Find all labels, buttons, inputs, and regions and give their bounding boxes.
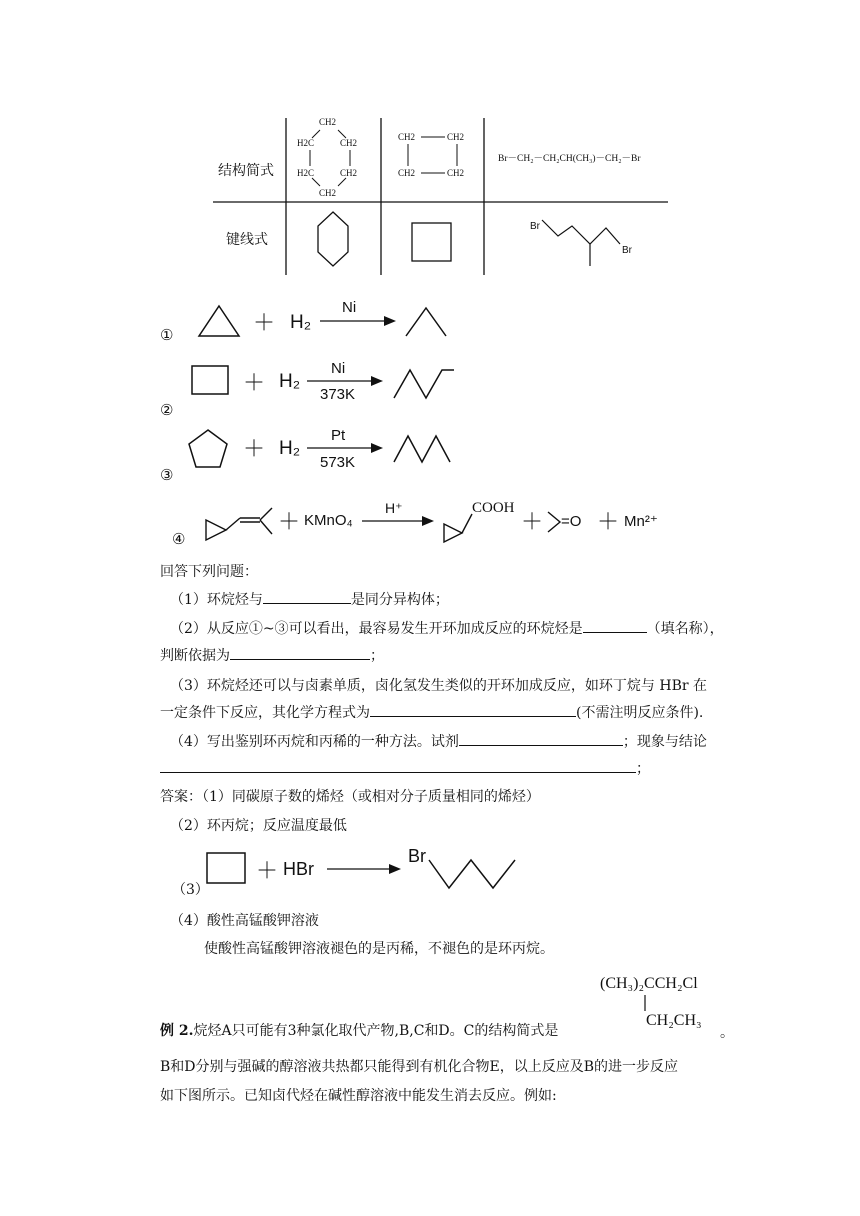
q1-text-b: 是同分异构体； xyxy=(350,592,449,608)
reaction-arrow xyxy=(325,862,405,876)
example-text xyxy=(160,1020,558,1040)
example-paragraph-3: 如下图所示。已知卤代烃在碱性醇溶液中能发生消去反应。例如: xyxy=(160,1088,557,1104)
formula-top: (CH₃)₂CCH₂Cl xyxy=(600,975,698,992)
reaction-arrow xyxy=(305,441,385,455)
cb-ch2-bl: CH2 xyxy=(398,168,416,178)
ch2-top: CH2 xyxy=(319,117,337,127)
q3-text-c: (不需注明反应条件). xyxy=(576,705,704,721)
reaction-number: ① xyxy=(160,326,174,344)
questions-intro: 回答下列问题： xyxy=(160,564,258,580)
bromobutane-skeletal xyxy=(425,854,521,894)
example-prefix: 例 2. xyxy=(160,1023,194,1039)
q4-text-c: ； xyxy=(636,761,650,777)
answer-blank[interactable] xyxy=(370,702,576,717)
ch2-bottom: CH2 xyxy=(319,188,337,198)
plus-sign: ＋ xyxy=(278,510,301,535)
question-1 xyxy=(170,589,449,609)
formula-bond xyxy=(640,993,650,1013)
cyclobutane-skeletal xyxy=(384,204,482,276)
example-end: 。 xyxy=(720,1025,734,1041)
catalyst-label: Ni xyxy=(342,299,357,316)
example-paragraph-2: B和D分别与强碱的醇溶液共热都只能得到有机化合物E，以上反应及B的进一步反应 xyxy=(160,1059,679,1075)
answer-3-number: （3） xyxy=(172,882,209,898)
cb-ch2-tl: CH2 xyxy=(398,132,416,142)
plus-sign: ＋ xyxy=(243,437,266,462)
ch2-lower-right: CH2 xyxy=(340,168,358,178)
reaction-number: ④ xyxy=(172,530,186,548)
cb-ch2-tr: CH2 xyxy=(447,132,465,142)
answer-blank[interactable] xyxy=(459,731,623,746)
q1-text-a: （1）环烷烃与 xyxy=(170,592,263,608)
br-label-1: Br xyxy=(530,221,540,232)
answer-2: （2）环丙烷；反应温度最低 xyxy=(170,818,347,834)
row-label-structure: 结构简式 xyxy=(218,163,274,179)
ch2-upper-right: CH2 xyxy=(340,138,358,148)
q4-text-a: （4）写出鉴别环丙烷和丙稀的一种方法。试剂 xyxy=(170,734,459,750)
catalyst-label: H⁺ xyxy=(385,500,403,516)
q4-text-b: ；现象与结论 xyxy=(622,734,707,750)
h2c-upper: H2C xyxy=(297,138,315,148)
dibromide-condensed: Br－CH₂－CH₂CH(CH₃)－CH₂－Br xyxy=(498,154,641,164)
h2c-lower: H2C xyxy=(297,168,315,178)
alkenyl-cyclopropane xyxy=(200,500,280,544)
question-4 xyxy=(170,731,707,751)
cb-ch2-br: CH2 xyxy=(447,168,465,178)
reaction-arrow xyxy=(360,514,436,528)
condition-label: 573K xyxy=(320,454,356,471)
hbr-label: HBr xyxy=(283,859,314,879)
cyclobutane-bonds xyxy=(381,130,481,190)
pentane-skeletal xyxy=(390,428,466,468)
cyclobutane-icon xyxy=(188,362,232,398)
q2-text-a: （2）从反应①~③可以看出，最容易发生开环加成反应的环烷烃是 xyxy=(170,621,583,637)
answer-blank[interactable] xyxy=(230,645,370,660)
answer-1: 答案：（1）同碳原子数的烯烃（或相对分子质量相同的烯烃） xyxy=(160,789,540,805)
question-2 xyxy=(170,618,724,638)
plus-sign: ＋ xyxy=(256,859,279,884)
catalyst-label: Ni xyxy=(331,360,346,377)
propane-skeletal xyxy=(402,300,452,342)
cyclobutane-icon xyxy=(203,850,249,886)
answer-blank[interactable] xyxy=(160,758,636,773)
cooh-label: COOH xyxy=(472,500,515,516)
h2-label: H₂ xyxy=(279,371,301,392)
reaction-number: ② xyxy=(160,401,174,419)
butane-skeletal xyxy=(390,362,462,406)
catalyst-label: Pt xyxy=(331,427,346,444)
plus-sign: ＋ xyxy=(253,311,276,336)
q2-text-d: ； xyxy=(370,648,384,664)
reaction-number: ③ xyxy=(160,466,174,484)
cyclohexane-skeletal xyxy=(290,204,380,276)
plus-sign: ＋ xyxy=(243,371,266,396)
cyclopentane-icon xyxy=(182,424,234,474)
answer-4: （4）酸性高锰酸钾溶液 xyxy=(170,913,319,929)
question-3-cont xyxy=(160,702,703,722)
answer-4-detail: 使酸性高锰酸钾溶液褪色的是丙稀，不褪色的是环丙烷。 xyxy=(204,941,554,957)
example-body: 烷烃A只可能有3种氯化取代产物,B,C和D。C的结构简式是 xyxy=(193,1023,559,1039)
kmno4-label: KMnO₄ xyxy=(304,512,353,529)
question-2-cont xyxy=(160,645,384,665)
br-label-2: Br xyxy=(622,245,632,256)
h2-label: H₂ xyxy=(279,438,301,459)
condition-label: 373K xyxy=(320,386,356,403)
mn-ion-label: Mn²⁺ xyxy=(624,513,658,530)
q2-text-c: 判断依据为 xyxy=(160,648,230,664)
question-3: （3）环烷烃还可以与卤素单质，卤化氢发生类似的开环加成反应，如环丁烷与 HBr 在 xyxy=(170,678,707,694)
cyclopropane-icon xyxy=(195,300,245,340)
plus-sign: ＋ xyxy=(521,510,544,535)
question-4-cont xyxy=(160,758,650,778)
h2-label: H₂ xyxy=(290,312,312,333)
q3-text-b: 一定条件下反应，其化学方程式为 xyxy=(160,705,370,721)
ketone-label: =O xyxy=(561,513,582,530)
q2-text-b: （填名称）， xyxy=(646,621,724,637)
row-label-skeletal: 键线式 xyxy=(226,232,268,248)
br-label: Br xyxy=(408,846,426,866)
plus-sign: ＋ xyxy=(597,510,620,535)
answer-blank[interactable] xyxy=(583,618,647,633)
formula-bottom: CH₂CH₃ xyxy=(646,1012,702,1029)
reaction-arrow xyxy=(318,314,398,328)
answer-blank[interactable] xyxy=(263,589,351,604)
